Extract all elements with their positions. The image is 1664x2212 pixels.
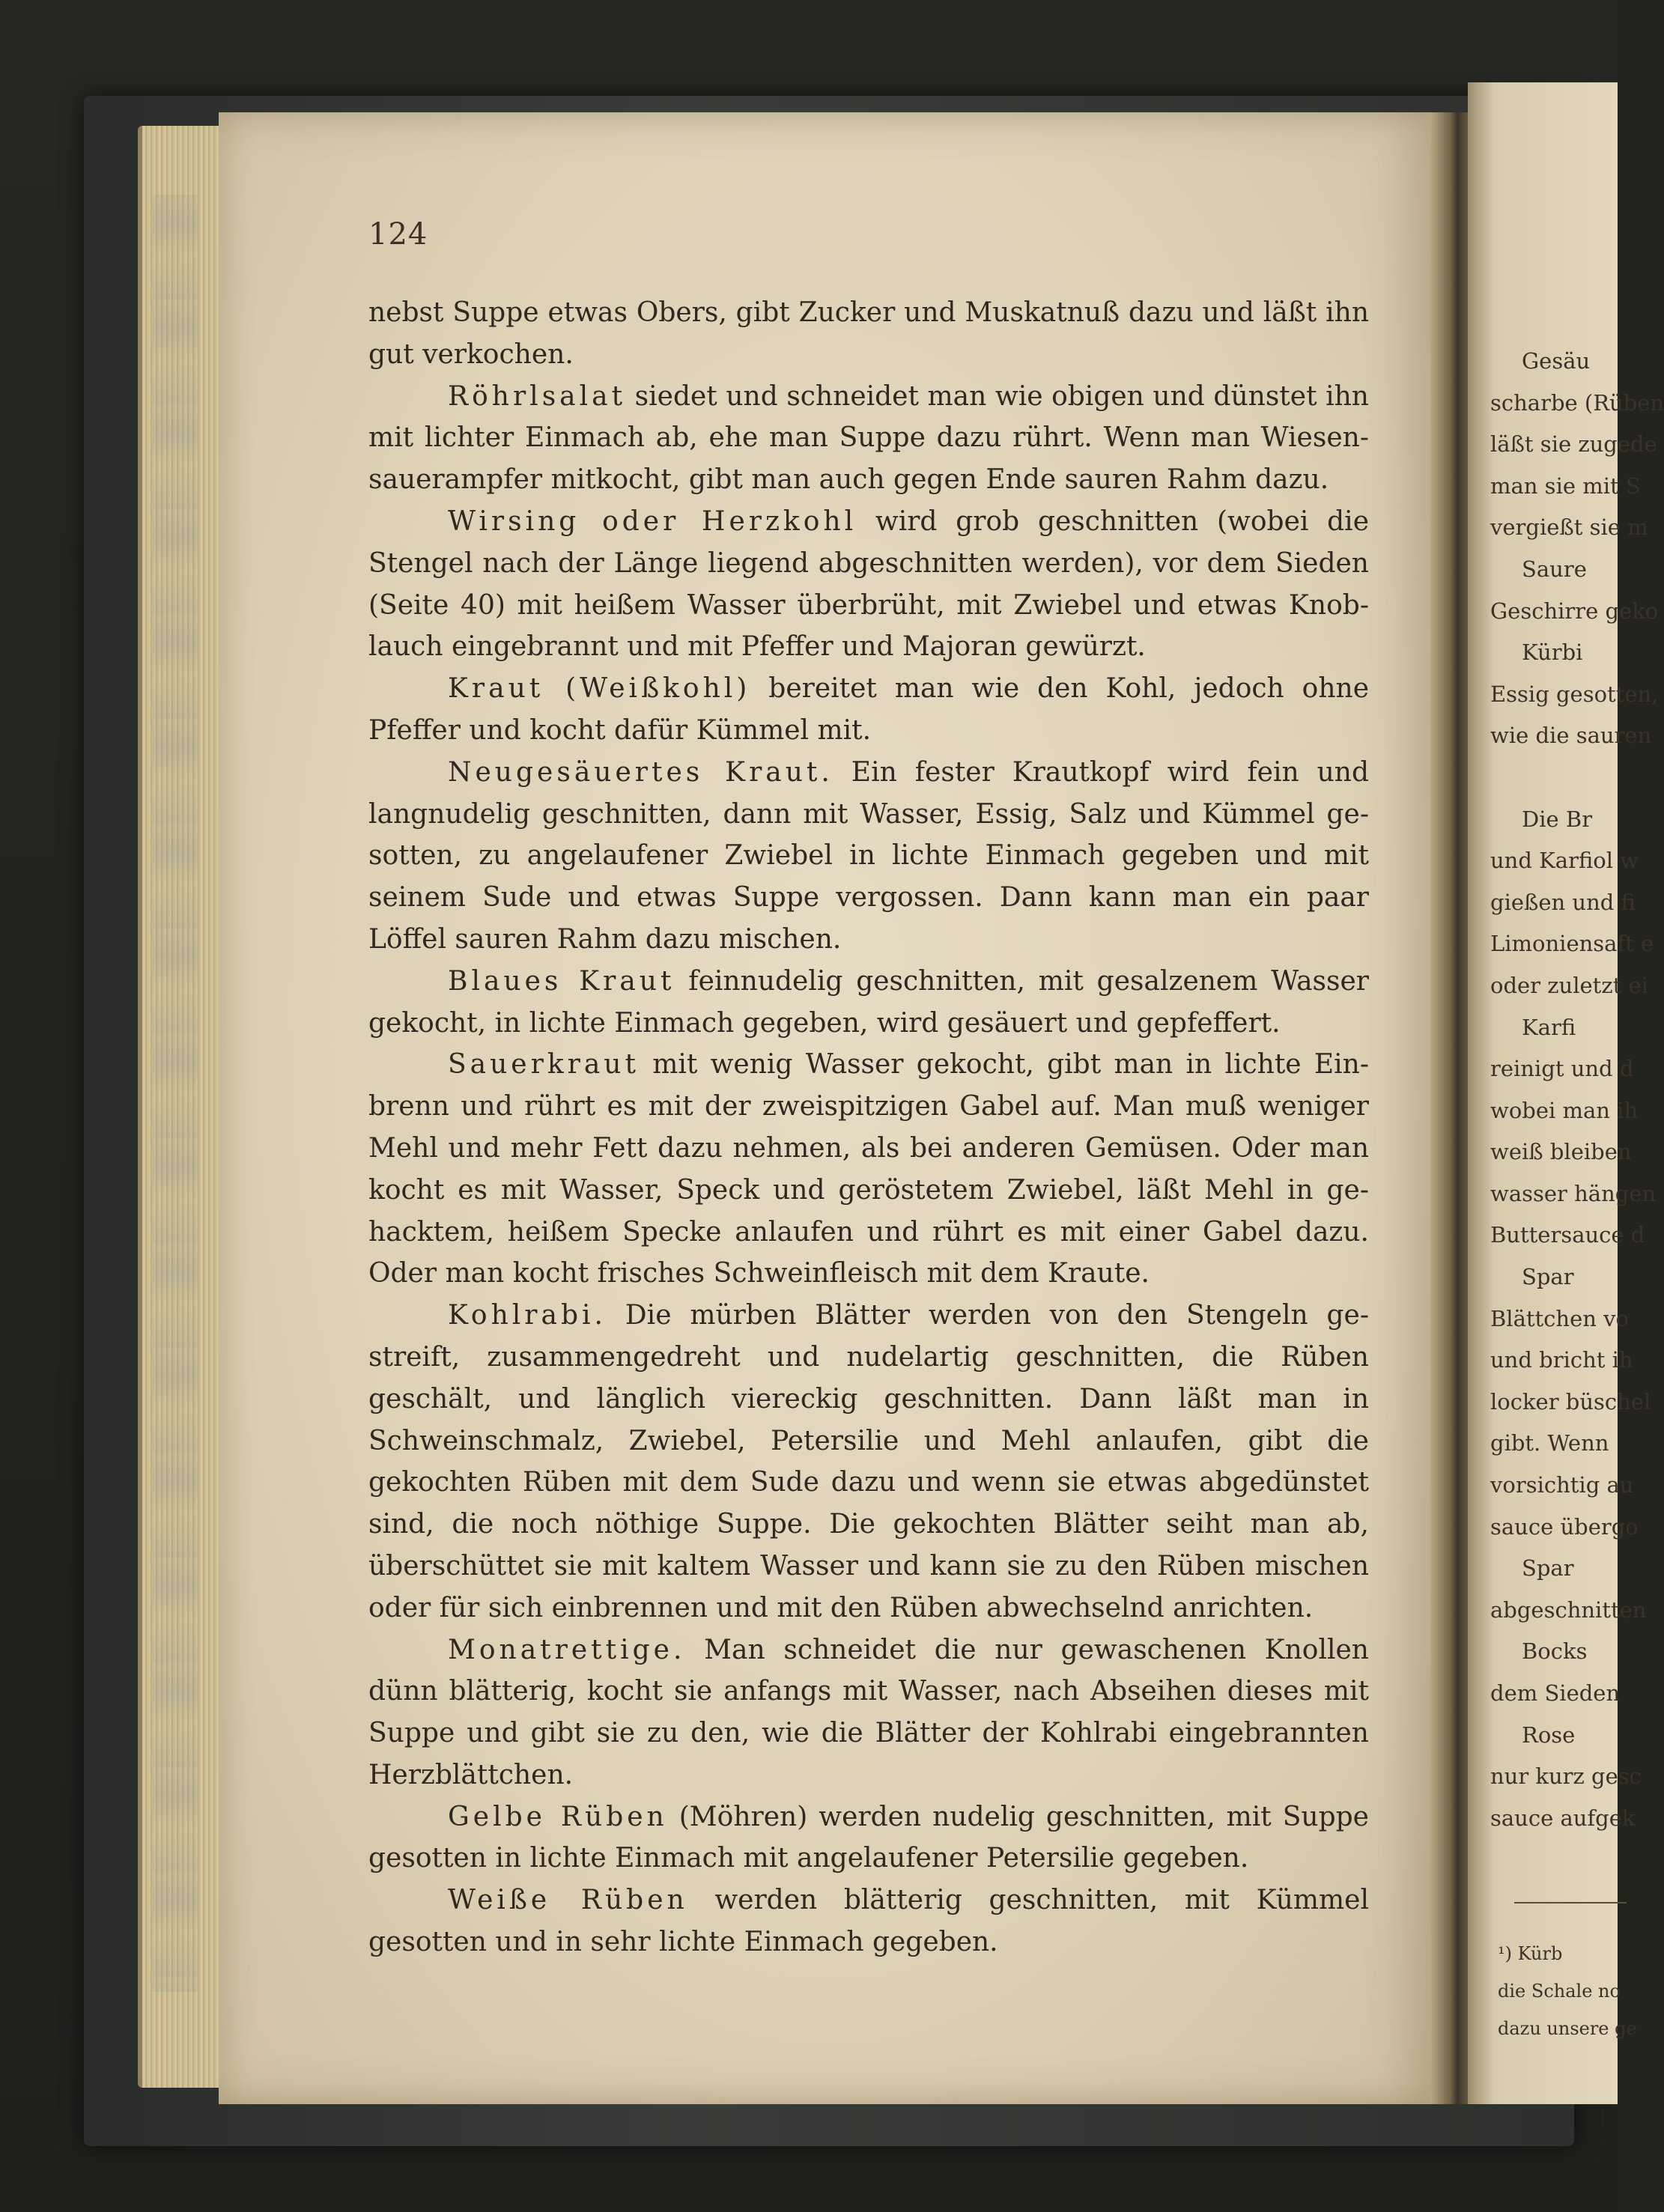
paragraph-text: wird grob geschnitten (wobei die Stengel nach der Länge liegend abgeschnitten werden), vor dem Sieden (Seite 40) mit heißem Wasser überbrüht, mit Zwiebel und etwas Knob-lauch eingebrannt und mit Pfeffer und Majoran gewürzt.: [368, 505, 1370, 663]
right-page-line: weiß bleiben: [1490, 1139, 1632, 1165]
paragraph-term: Wirsing oder Herzkohl: [448, 505, 857, 537]
right-page-line: oder zuletzt ei: [1490, 972, 1648, 998]
paragraph-text: Ein fester Krautkopf wird fein und langnudelig geschnitten, dann mit Wasser, Essig, Salz und Kümmel ge-sotten, zu angelaufener Zwiebel in lichte Einmach gegeben und mit seinem Sude und etwas Suppe vergossen. Dann kann man ein paar Löffel sauren Rahm dazu mischen.: [368, 756, 1370, 955]
right-page-footnote-line: ¹) Kürb: [1498, 1943, 1563, 1964]
paragraph-term: Weiße Rüben: [448, 1885, 688, 1916]
right-page-line: Rose: [1522, 1722, 1576, 1748]
paragraph-text: nebst Suppe etwas Obers, gibt Zucker und Muskatnuß dazu und läßt ihn gut verkochen.: [368, 297, 1369, 370]
right-page-line: Die Br: [1522, 806, 1593, 832]
paragraph-text: (Möhren) werden nudelig geschnitten, mit Suppe gesotten in lichte Einmach mit angelaufener Petersilie gegeben.: [368, 1801, 1369, 1874]
paragraph: [368, 752, 1369, 961]
paragraph: [368, 1880, 1369, 1963]
right-page-line: Limoniensaft e: [1490, 931, 1654, 957]
right-page-line: Gesäu: [1522, 348, 1591, 374]
right-page-footnotes: [1498, 1935, 1637, 2047]
paragraph: [368, 1796, 1369, 1880]
page-number: 124: [368, 217, 428, 252]
right-page-line: vorsichtig au: [1490, 1472, 1634, 1498]
paragraph: [368, 1295, 1369, 1629]
right-page-line: Karfi: [1522, 1014, 1576, 1040]
right-page-line: wasser hängen: [1490, 1180, 1657, 1206]
paragraph-term: Sauerkraut: [448, 1049, 640, 1081]
paragraph: [368, 292, 1369, 376]
paragraph: [368, 668, 1369, 752]
right-page-line: Kürbi: [1522, 639, 1583, 666]
paragraph-text: werden blätterig geschnitten, mit Kümmel gesotten und in sehr lichte Einmach gegeben.: [368, 1885, 1369, 1958]
right-page-line: reinigt und d: [1490, 1056, 1634, 1082]
right-page-line: scharbe (Rüben: [1490, 389, 1664, 416]
paragraph-term: Kohlrabi.: [448, 1300, 607, 1331]
paragraph-text: mit wenig Wasser gekocht, gibt man in lichte Ein-brenn und rührt es mit der zweispitzigen Gabel auf. Man muß weniger Mehl und mehr Fett dazu nehmen, als bei anderen Gemüsen. Oder man kocht es mit Wasser, Speck und geröstetem Zwiebel, läßt Mehl in ge-hacktem, heißem Specke anlaufen und rührt es mit einer Gabel dazu. Oder man kocht frisches Schweinfleisch mit dem Kraute.: [368, 1049, 1369, 1289]
right-page-line: sauce aufgek: [1490, 1805, 1636, 1831]
right-page-line: nur kurz gesc: [1490, 1763, 1642, 1790]
right-page-line: Buttersauce d: [1490, 1222, 1645, 1248]
paragraph-text: siedet und schneidet man wie obigen und dünstet ihn mit lichter Einmach ab, ehe man Suppe dazu rührt. Wenn man Wiesen-sauerampfer mitkocht, gibt man auch gegen Ende sauren Rahm dazu.: [368, 380, 1369, 496]
right-page-line: Essig gesotten,: [1490, 681, 1659, 707]
page-edge-marbling: [153, 195, 198, 1992]
right-page-line: läßt sie zugede: [1490, 431, 1657, 458]
paragraph-term: Kraut (Weißkohl): [448, 673, 751, 705]
paragraph-term: Gelbe Rüben: [448, 1801, 668, 1832]
right-page-line: Spar: [1522, 1555, 1574, 1581]
paragraph: [368, 961, 1369, 1045]
paragraph-term: Röhrlsalat: [448, 380, 627, 412]
paragraph: [368, 1044, 1369, 1295]
right-page-lines: [1490, 341, 1664, 1839]
right-page-line: Geschirre geko: [1490, 598, 1659, 624]
right-page-line: Spar: [1522, 1264, 1574, 1290]
paragraph: [368, 501, 1369, 668]
right-page-line: gibt. Wenn: [1490, 1430, 1609, 1456]
right-page-footnote-line: die Schale no: [1498, 1981, 1621, 2002]
right-page-line: Bocks: [1522, 1638, 1588, 1665]
right-page-line: vergießt sie m: [1490, 514, 1648, 541]
paragraph-term: Monatrettige.: [448, 1634, 686, 1665]
right-page-line: abgeschnitten: [1490, 1596, 1647, 1623]
right-page-line: [1490, 757, 1618, 799]
right-page-line: wie die sauren: [1490, 723, 1652, 749]
right-page-line: Saure: [1522, 556, 1587, 582]
paragraph: [368, 376, 1369, 501]
paragraph-text: bereitet man wie den Kohl, jedoch ohne Pfeffer und kocht dafür Kümmel mit.: [368, 673, 1369, 746]
paragraph-text: Man schneidet die nur gewaschenen Knollen dünn blätterig, kocht sie anfangs mit Wasser, nach Abseihen dieses mit Suppe und gibt sie zu den, wie die Blätter der Kohlrabi eingebrannten Herzblättchen.: [368, 1634, 1369, 1790]
right-page-line: gießen und fi: [1490, 889, 1636, 915]
paragraph-term: Neugesäuertes Kraut.: [448, 756, 833, 788]
right-page-line: locker büschel: [1490, 1388, 1651, 1415]
paragraph-term: Blaues Kraut: [448, 965, 675, 997]
footnote-rule: [1514, 1902, 1627, 1903]
paragraph-text: Die mürben Blätter werden von den Stengeln ge-streift, zusammengedreht und nudelartig geschnitten, die Rüben geschält, und länglich viereckig geschnitten. Dann läßt man in Schweinschmalz, Zwiebel, Petersilie und Mehl anlaufen, gibt die gekochten Rüben mit dem Sude dazu und wenn sie etwas abgedünstet sind, die noch nöthige Suppe. Die gekochten Blätter seiht man ab, überschüttet sie mit kaltem Wasser und kann sie zu den Rüben mischen oder für sich einbrennen und mit den Rüben abwechselnd anrichten.: [368, 1300, 1369, 1623]
right-page-fragment: [1468, 82, 1664, 2104]
right-page-line: und Karfiol w: [1490, 848, 1639, 874]
right-page-footnote-line: dazu unsere ge: [1498, 2018, 1637, 2039]
paragraph: [368, 1629, 1369, 1796]
page-body-text: [368, 292, 1369, 1963]
right-page-line: und bricht ih: [1490, 1347, 1633, 1373]
right-page-line: dem Sieden: [1490, 1680, 1621, 1706]
right-page-line: wobei man ih: [1490, 1097, 1639, 1123]
right-page-line: man sie mit S: [1490, 473, 1641, 499]
right-page-line: sauce übergo: [1490, 1513, 1639, 1540]
paragraph-text: feinnudelig geschnitten, mit gesalzenem Wasser gekocht, in lichte Einmach gegeben, wird gesäuert und gepfeffert.: [368, 965, 1369, 1039]
right-page-line: Blättchen vo: [1490, 1305, 1630, 1331]
